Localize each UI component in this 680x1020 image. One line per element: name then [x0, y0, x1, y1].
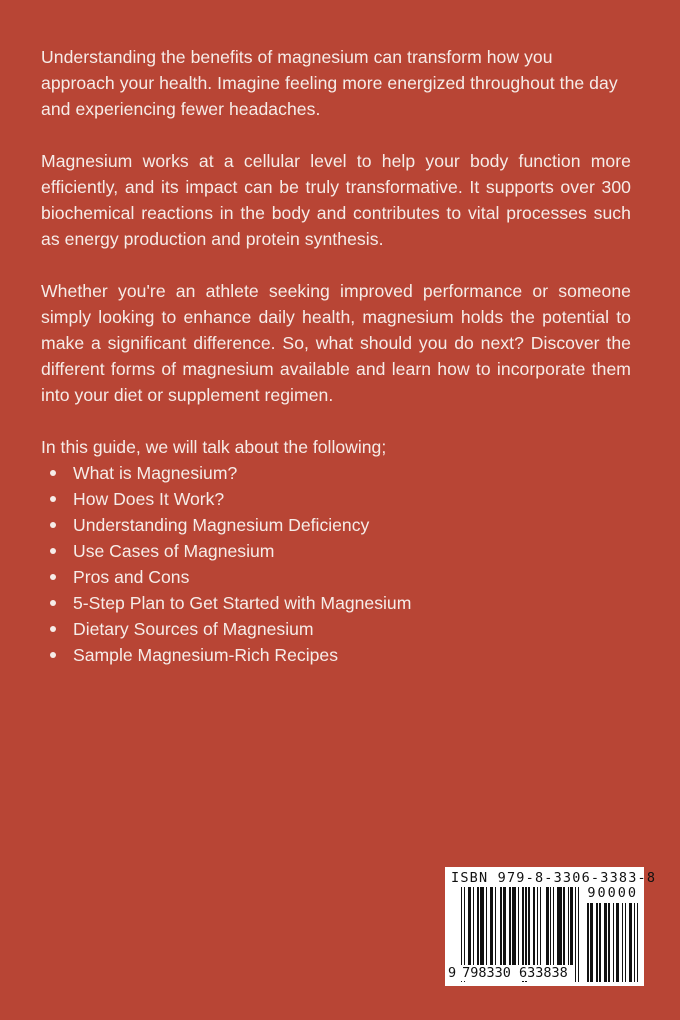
topic-label: How Does It Work? [73, 489, 225, 509]
bullet-icon [50, 548, 56, 554]
list-item [41, 642, 631, 668]
paragraph-cellular: Magnesium works at a cellular level to help your body function more efficiently, and its impact can be truly transformative. It supports over 300 biochemical reactions in the body and contributes to vital processes such as energy production and protein synthesis. [41, 151, 631, 249]
price-addon-barcode-icon [587, 903, 639, 982]
isbn-label: ISBN 979-8-3306-3383-8 [451, 870, 657, 886]
back-cover-content [41, 44, 631, 668]
bullet-icon [50, 470, 56, 476]
topic-label: What is Magnesium? [73, 463, 238, 483]
price-code: 90000 [587, 885, 638, 901]
list-item [41, 616, 631, 642]
list-item [41, 486, 631, 512]
paragraph-intro: Understanding the benefits of magnesium can transform how you approach your health. Imagine feeling more energized throughout the day and experiencing fewer headaches. [41, 47, 618, 119]
isbn-barcode [445, 867, 657, 986]
topic-label: Understanding Magnesium Deficiency [73, 515, 370, 535]
bullet-icon [50, 652, 56, 658]
list-item [41, 512, 631, 538]
bullet-icon [50, 574, 56, 580]
list-item [41, 564, 631, 590]
topics-intro: In this guide, we will talk about the following; [41, 437, 387, 457]
bullet-icon [50, 600, 56, 606]
topic-label: Use Cases of Magnesium [73, 541, 275, 561]
topics-list [41, 460, 631, 668]
list-item [41, 460, 631, 486]
topic-label: Sample Magnesium-Rich Recipes [73, 645, 338, 665]
bullet-icon [50, 522, 56, 528]
list-item [41, 538, 631, 564]
topic-label: 5-Step Plan to Get Started with Magnesium [73, 593, 412, 613]
barcode-digits [448, 965, 569, 981]
topic-label: Pros and Cons [73, 567, 190, 587]
list-item [41, 590, 631, 616]
topic-label: Dietary Sources of Magnesium [73, 619, 314, 639]
barcode-lead-digit: 9 [448, 965, 457, 981]
bullet-icon [50, 496, 56, 502]
paragraph-next-steps: Whether you're an athlete seeking improved performance or someone simply looking to enhance daily health, magnesium holds the potential to make a significant difference. So, what should you do next? Discover the different forms of magnesium available and learn how to incorporate them into your diet or supplement regimen. [41, 281, 631, 405]
bullet-icon [50, 626, 56, 632]
barcode-number: 798330 633838 [462, 965, 568, 981]
